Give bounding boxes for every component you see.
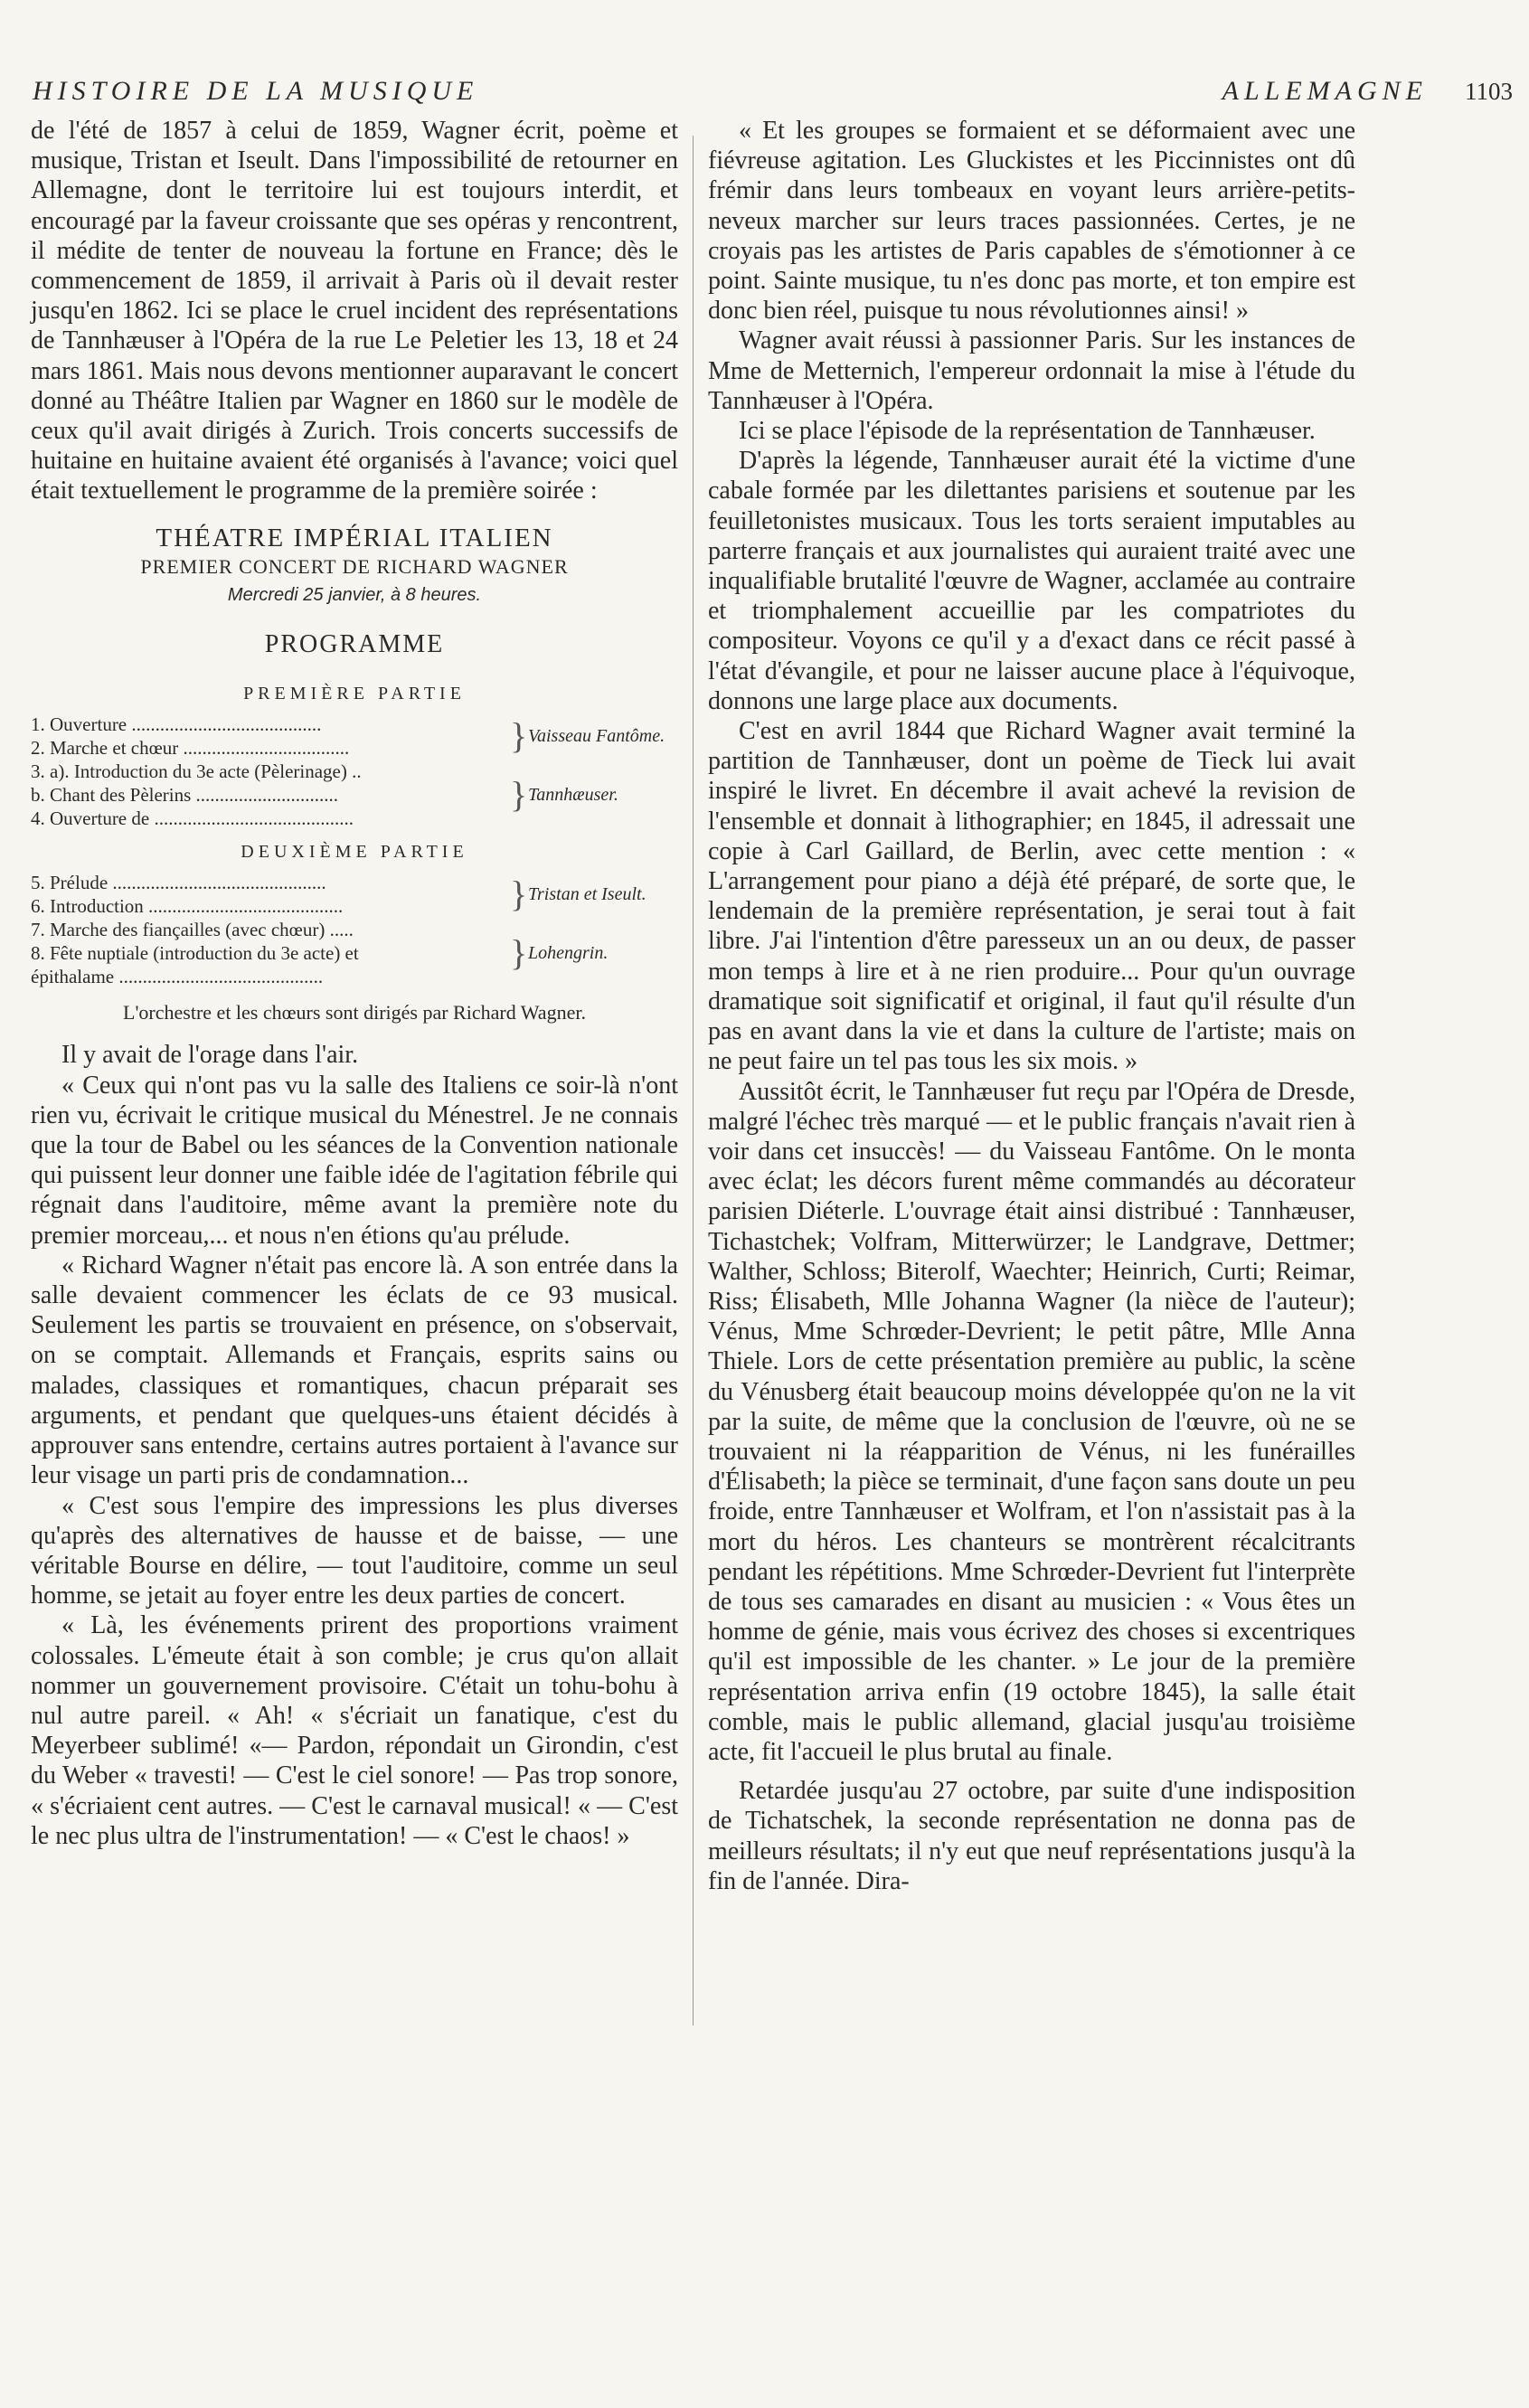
paragraph: D'après la légende, Tannhæuser aurait été la victime d'une cabale formée par les dilettantes parisiens et soutenue par les feuilletonistes musicaux. Tous les torts seraient imputables au parterre français et aux journalistes qui auraient traité avec une inqualifiable brutalité l'œuvre de Wagner, acclamée au contraire et triomphalement accueillie par les compatriotes du compositeur. Voyons ce qu'il y a d'exact dans ce récit passé à l'état d'évangile, et pour ne laisser aucune place à l'équivoque, donnons une large place aux documents. — [708, 447, 1355, 715]
part-two-title: DEUXIÈME PARTIE — [241, 842, 468, 863]
program-item: 1. Ouverture ........................................ — [31, 713, 322, 736]
program-item: b. Chant des Pèlerins .............................. — [31, 784, 339, 807]
program-item: 6. Introduction ......................................... — [31, 895, 344, 918]
concert-program — [31, 523, 678, 1028]
paragraph: Il y avait de l'orage dans l'air. — [61, 1041, 359, 1070]
paragraph: C'est en avril 1844 que Richard Wagner avait terminé la partition de Tannhæuser, dont un poème de Tieck lui avait inspiré le livret. En décembre il avait achevé la revision de l'ensemble et donnait à lithographier; en 1845, il adressait une copie à Carl Gaillard, de Berlin, avec cette mention : « L'arrangement pour piano a déjà été préparé, de sorte que, le lendemain de la première représentation, je serai tout à fait libre. J'ai l'intention d'être paresseux un an ou deux, de passer mon temps à lire et à ne rien produire... Pour qu'un ouvrage dramatique soit significatif et original, il faut qu'il résulte d'un pas en avant dans la vie et dans la culture de l'artiste; mais on ne peut faire un tel pas tous les six mois. » — [708, 717, 1355, 1076]
brace: } — [510, 715, 528, 757]
running-header-left: HISTOIRE DE LA MUSIQUE — [33, 76, 479, 106]
brace: } — [510, 873, 528, 915]
program-item: épithalame ........................................... — [31, 966, 324, 988]
program-concert: PREMIER CONCERT DE RICHARD WAGNER — [140, 554, 569, 578]
program-opera: Tannhæuser. — [528, 785, 618, 806]
paragraph: « Et les groupes se formaient et se déformaient avec une fiévreuse agitation. Les Gluckistes et les Piccinnistes ont dû frémir dans leurs tombeaux en voyant leurs arrière-petits-neveux marcher sur leurs traces passionnées. Certes, je ne croyais pas les artistes de Paris capables de s'émotionner à ce point. Sainte musique, tu n'es donc pas morte, et ton empire est donc bien réel, puisque tu nous révolutionnes ainsi! » — [708, 117, 1355, 326]
brace: } — [510, 932, 528, 974]
program-note: L'orchestre et les chœurs sont dirigés par Richard Wagner. — [123, 1001, 586, 1025]
paragraph: « Richard Wagner n'était pas encore là. A son entrée dans la salle devaient commencer les éclats de ce 93 musical. Seulement les partis se trouvaient en présence, on s'observait, on se comptait. Allemands et Français, esprits sains ou malades, classiques et romantiques, chacun préparait ses arguments, et pendant que quelques-uns étaient décidés à approuver sans entendre, certains autres portaient à l'avance sur leur visage un parti pris de condamnation... — [31, 1251, 678, 1490]
program-item: 2. Marche et chœur ................................... — [31, 737, 350, 760]
program-group — [31, 918, 678, 988]
program-theatre: THÉATRE IMPÉRIAL ITALIEN — [156, 523, 553, 552]
program-item: 4. Ouverture de .......................................... — [31, 807, 354, 830]
paragraph: Wagner avait réussi à passionner Paris. Sur les instances de Mme de Metternich, l'empereur ordonnait la mise à l'étude du Tannhæuser à l'Opéra. — [708, 326, 1355, 415]
program-opera: Lohengrin. — [528, 943, 609, 964]
running-header-right: ALLEMAGNE — [1222, 76, 1428, 106]
right-column — [708, 116, 1355, 1896]
program-group — [31, 713, 678, 760]
program-item: 5. Prélude ............................................. — [31, 872, 326, 894]
program-group — [31, 760, 678, 830]
part-one-title: PREMIÈRE PARTIE — [243, 683, 466, 704]
program-group — [31, 871, 678, 918]
page-number: 1103 — [1465, 78, 1513, 105]
program-item: 7. Marche des fiançailles (avec chœur) ..... — [31, 919, 354, 941]
program-opera: Tristan et Iseult. — [528, 884, 647, 905]
paragraph: « C'est sous l'empire des impressions les plus diverses qu'après des alternatives de hausse et de baisse, — une véritable Bourse en délire, — tout l'auditoire, comme un seul homme, se jetait au foyer entre les deux parties de concert. — [31, 1491, 678, 1610]
paragraph: de l'été de 1857 à celui de 1859, Wagner écrit, poème et musique, Tristan et Iseult. Dans l'impossibilité de retourner en Allemagne, dont le territoire lui est toujours interdit, et encouragé par la faveur croissante que ses opéras y rencontrent, il médite de tenter de nouveau la fortune en France; dès le commencement de 1859, il arrivait à Paris où il devait rester jusqu'en 1862. Ici se place le cruel incident des représentations de Tannhæuser à l'Opéra de la rue Le Peletier les 13, 18 et 24 mars 1861. Mais nous devons mentionner auparavant le concert donné au Théâtre Italien par Wagner en 1860 sur le modèle de ceux qu'il avait dirigés à Zurich. Trois concerts successifs de huitaine en huitaine avaient été organisés à l'avance; voici quel était textuellement le programme de la première soirée : — [31, 117, 678, 505]
program-item: 3. a). Introduction du 3e acte (Pèlerinage) .. — [31, 760, 362, 783]
brace: } — [510, 774, 528, 816]
column-divider — [693, 136, 694, 2026]
program-date: Mercredi 25 janvier, à 8 heures. — [227, 584, 482, 605]
paragraph: Retardée jusqu'au 27 octobre, par suite d'une indisposition de Tichatschek, la seconde représentation ne donna pas de meilleurs résultats; il n'y eut que neuf représentations jusqu'à la fin de l'année. Dira- — [708, 1777, 1355, 1895]
program-title: PROGRAMME — [264, 629, 445, 658]
paragraph: Aussitôt écrit, le Tannhæuser fut reçu par l'Opéra de Dresde, malgré l'échec très marqué — et le public français n'avait rien à voir dans cet insuccès! — du Vaisseau Fantôme. On le monta avec éclat; les décors furent même commandés au décorateur parisien Diéterle. L'ouvrage était ainsi distribué : Tannhæuser, Tichastchek; Volfram, Mitterwürzer; le Landgrave, Dettmer; Walther, Schloss; Biterolf, Waechter; Heinrich, Curti; Reimar, Riss; Élisabeth, Mlle Johanna Wagner (la nièce de l'auteur); Vénus, Mme Schrœder-Devrient; le petit pâtre, Mlle Anna Thiele. Lors de cette présentation première au public, la scène du Vénusberg était beaucoup moins développée qu'on ne la vit par la suite, de même que la conclusion de l'œuvre, où ne se trouvaient ni la réapparition de Vénus, ni les funérailles d'Élisabeth; la pièce se terminait, d'une façon sans doute un peu froide, entre Tannhæuser et Wolfram, et l'on n'assistait pas à la mort du héros. Les chanteurs se montrèrent récalcitrants pendant les répétitions. Mme Schrœder-Devrient fut l'interprète de tous ses camarades en disant au musicien : « Vous êtes un homme de génie, mais vous écrivez des choses si excentriques qu'il est impossible de les chanter. » Le jour de la première représentation arriva enfin (19 octobre 1845), la salle était comble, mais le public allemand, glacial jusqu'au troisième acte, fit l'accueil le plus brutal au finale. — [708, 1077, 1355, 1766]
paragraph: Ici se place l'épisode de la représentation de Tannhæuser. — [739, 417, 1316, 446]
program-item: 8. Fête nuptiale (introduction du 3e acte) et — [31, 942, 359, 965]
paragraph: « Ceux qui n'ont pas vu la salle des Italiens ce soir-là n'ont rien vu, écrivait le critique musical du Ménestrel. Je ne connais que la tour de Babel ou les séances de la Convention nationale qui puissent leur donner une faible idée de l'agitation fébrile qui régnait dans l'auditoire, même avant la première note du premier morceau,... et nous n'en étions qu'au prélude. — [31, 1071, 678, 1250]
program-opera: Vaisseau Fantôme. — [528, 726, 665, 747]
paragraph: « Là, les événements prirent des proportions vraiment colossales. L'émeute était à son comble; je crus qu'on allait nommer un gouvernement provisoire. C'était un tohu-bohu à nul autre pareil. « Ah! « s'écriait un fanatique, c'est du Meyerbeer sublimé! «— Pardon, répondait un Girondin, c'est du Weber « travesti! — C'est le ciel sonore! — Pas trop sonore, « s'écriaient cent autres. — C'est le carnaval musical! « — C'est le nec plus ultra de l'instrumentation! — « C'est le chaos! » — [31, 1611, 678, 1850]
left-column — [31, 116, 678, 1851]
